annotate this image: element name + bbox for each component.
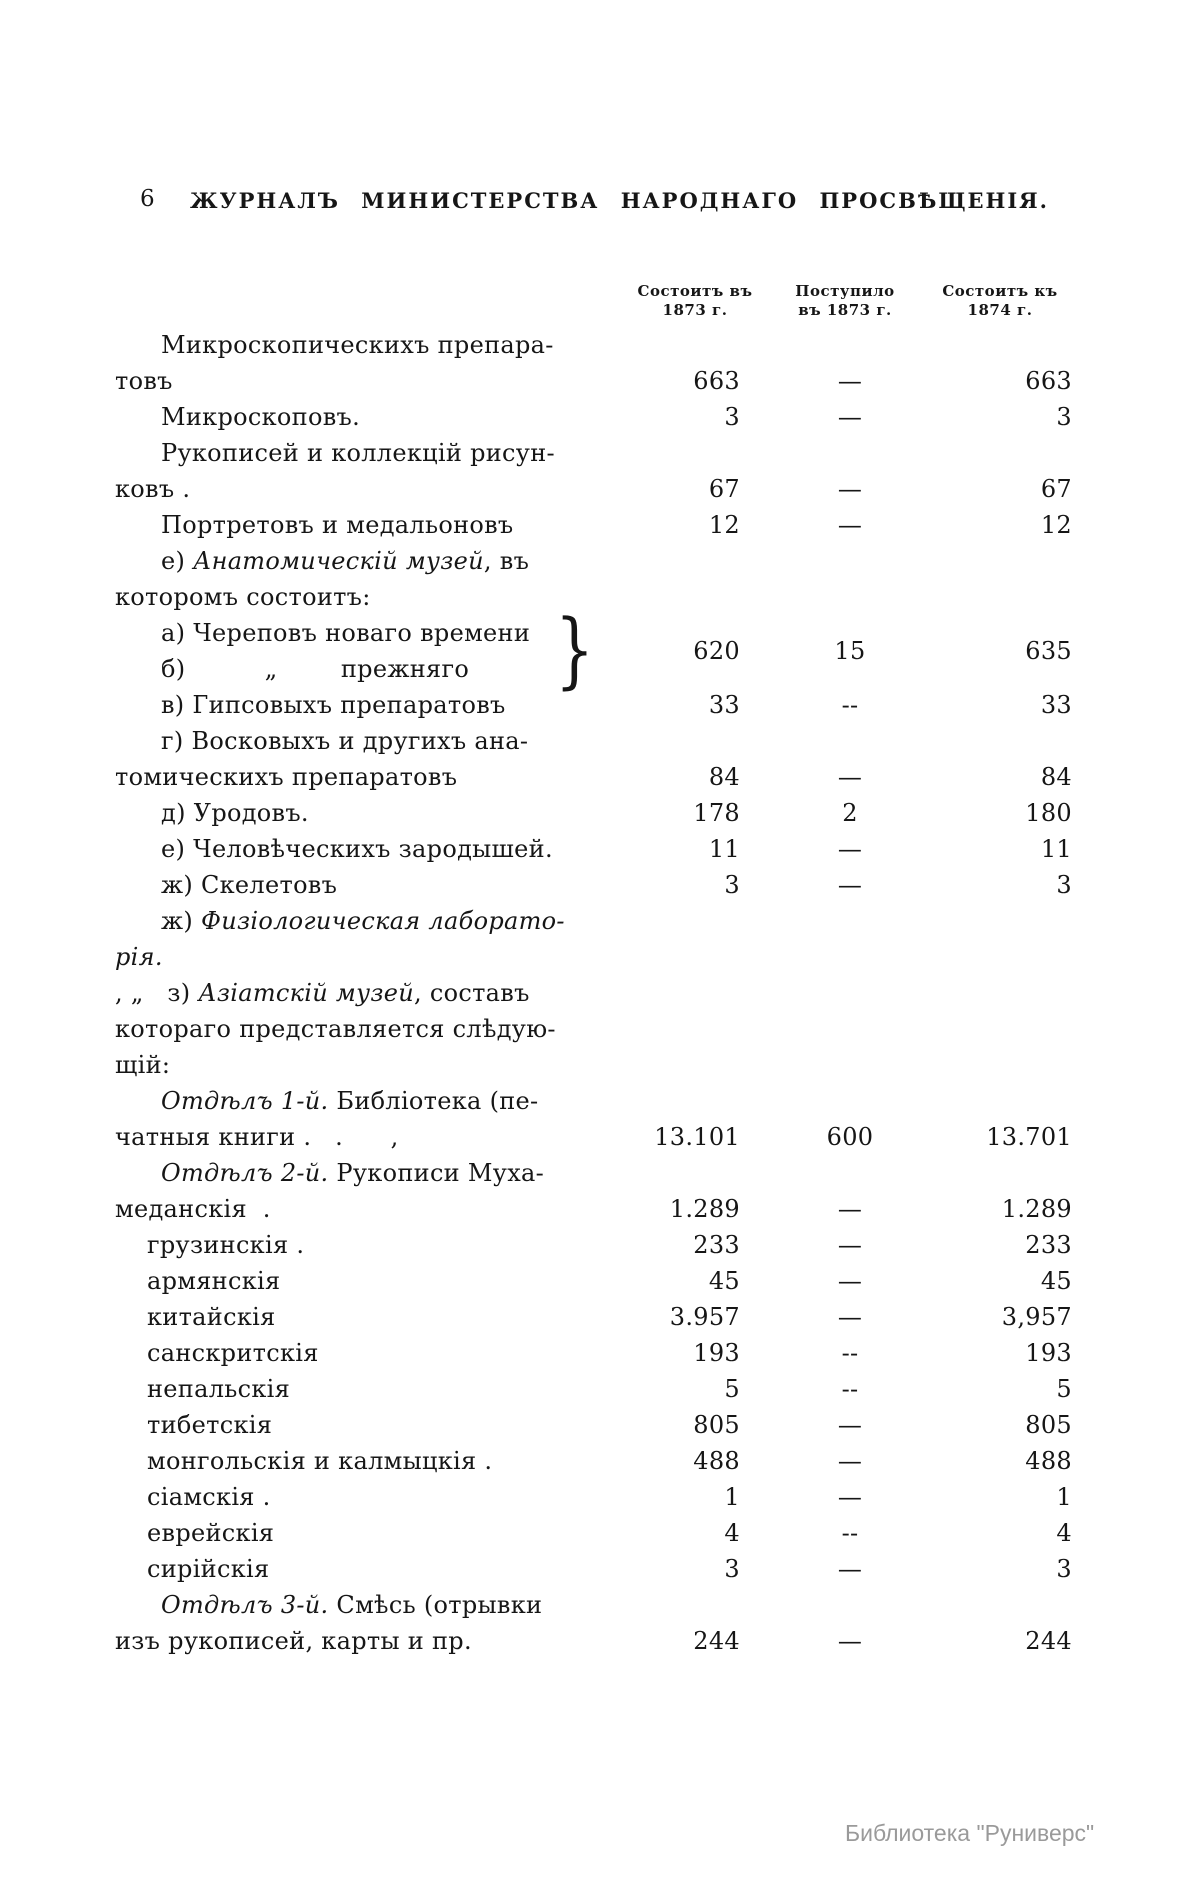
- column-header-1874-state: [925, 282, 1075, 320]
- label-segment: сіамскія .: [147, 1483, 271, 1511]
- col-1874-value: 5: [1056, 1375, 1072, 1403]
- row-label: [115, 1587, 605, 1623]
- col-received-value: [770, 1083, 930, 1119]
- curly-brace-glyph: }: [555, 603, 595, 698]
- label-segment: которомъ состоитъ:: [115, 583, 371, 611]
- column-header-line: 1874 г.: [967, 301, 1033, 319]
- table-row: [115, 435, 1077, 471]
- row-label: [115, 831, 605, 867]
- row-label: [115, 1299, 605, 1335]
- table-row: [115, 363, 1077, 399]
- label-segment: тибетскія: [147, 1411, 273, 1439]
- col-received-value: [770, 1047, 930, 1083]
- col-received-value: [770, 939, 930, 975]
- table-row: [115, 795, 1077, 831]
- row-label: [115, 543, 605, 579]
- col-1874-value: 1: [1056, 1483, 1072, 1511]
- label-segment: китайскія: [147, 1303, 276, 1331]
- col-1874-value: 4: [1056, 1519, 1072, 1547]
- col-received-value: 2: [842, 799, 858, 827]
- row-label: [115, 939, 605, 975]
- row-label: [115, 795, 605, 831]
- row-label: [115, 1011, 605, 1047]
- col-received-value: [770, 1587, 930, 1623]
- row-label: [115, 435, 605, 471]
- row-label: [115, 507, 605, 543]
- col-1873-value: 3: [724, 403, 740, 431]
- table-row: [115, 723, 1077, 759]
- row-label: [115, 1407, 605, 1443]
- row-label: [115, 1119, 605, 1155]
- col-1873-value: 1: [724, 1483, 740, 1511]
- col-received-value: —: [837, 403, 863, 431]
- table-row: [115, 1119, 1077, 1155]
- row-label: [115, 867, 605, 903]
- label-segment: сирійскія: [147, 1555, 270, 1583]
- label-italic-segment: Отдѣлъ 3-й.: [161, 1591, 329, 1619]
- col-1874-value: [930, 723, 1072, 759]
- column-header-line: Поступило: [795, 282, 895, 300]
- table-row: [115, 1407, 1077, 1443]
- col-received-value: —: [837, 1231, 863, 1259]
- col-1873-value: [605, 1083, 740, 1119]
- col-1874-value: 33: [1040, 691, 1072, 719]
- label-italic-segment: Отдѣлъ 2-й.: [161, 1159, 329, 1187]
- col-1874-value: 3: [1056, 403, 1072, 431]
- column-header-line: въ 1873 г.: [798, 301, 892, 319]
- label-segment: ковъ .: [115, 475, 191, 503]
- row-label: [115, 1479, 605, 1515]
- col-received-value: --: [841, 1375, 859, 1403]
- col-1873-value: 84: [708, 763, 740, 791]
- label-segment: в) Гипсовыхъ препаратовъ: [161, 691, 506, 719]
- column-header-1873-state: [625, 282, 765, 320]
- col-received-value: [770, 543, 930, 579]
- row-label: [115, 1371, 605, 1407]
- col-1874-value: 180: [1025, 799, 1072, 827]
- col-received-value: —: [837, 1555, 863, 1583]
- label-segment: г) Восковыхъ и другихъ ана-: [161, 727, 529, 755]
- col-1873-value: [605, 1047, 740, 1083]
- col-1873-value: 178: [693, 799, 740, 827]
- col-received-value: —: [837, 835, 863, 863]
- col-1874-value: 193: [1025, 1339, 1072, 1367]
- label-segment: , „ з): [115, 979, 199, 1007]
- label-italic-segment: Физіологическая лаборато-: [200, 907, 565, 935]
- col-received-value: —: [837, 1483, 863, 1511]
- row-label: [115, 471, 605, 507]
- col-received-value: [770, 579, 930, 615]
- label-segment: монгольскія и калмыцкія .: [147, 1447, 493, 1475]
- col-1874-value: 244: [1025, 1627, 1072, 1655]
- col-1873-value: 663: [693, 367, 740, 395]
- label-segment: Рукописи Муха-: [328, 1159, 545, 1187]
- label-segment: санскритскія: [147, 1339, 319, 1367]
- table-row-brace-group: [115, 603, 1077, 698]
- col-1873-value: 33: [708, 691, 740, 719]
- col-1874-value: [930, 1587, 1072, 1623]
- col-received-value: —: [837, 475, 863, 503]
- col-1874-value: 3: [1056, 1555, 1072, 1583]
- label-segment: , въ: [483, 547, 530, 575]
- col-1874-value: 1.289: [1001, 1195, 1072, 1223]
- col-1873-value: [605, 975, 740, 1011]
- col-1874-value: [930, 327, 1072, 363]
- col-1873-value: 805: [693, 1411, 740, 1439]
- col-1873-value: 233: [693, 1231, 740, 1259]
- row-label: [115, 1083, 605, 1119]
- col-received-value: —: [837, 1411, 863, 1439]
- col-1874-value: 663: [1025, 367, 1072, 395]
- row-label: [115, 1191, 605, 1227]
- col-1873-value: [605, 1155, 740, 1191]
- col-1873-value: 13.101: [654, 1123, 740, 1151]
- col-received-value: —: [837, 1627, 863, 1655]
- col-received-value: [770, 723, 930, 759]
- table-row: [115, 759, 1077, 795]
- row-label: [115, 363, 605, 399]
- column-header-line: Состоитъ въ: [637, 282, 753, 300]
- table-row: [115, 975, 1077, 1011]
- label-segment: Портретовъ и медальоновъ: [161, 511, 514, 539]
- col-1873-value: 3: [724, 871, 740, 899]
- col-1873-value: 1.289: [669, 1195, 740, 1223]
- table-row: [115, 1191, 1077, 1227]
- label-italic-segment: Отдѣлъ 1-й.: [161, 1087, 329, 1115]
- col-received-value: —: [837, 1267, 863, 1295]
- table-row: [115, 1479, 1077, 1515]
- col-received-value: [770, 903, 930, 939]
- table-body: [115, 327, 1077, 1659]
- column-header-line: Состоитъ къ: [942, 282, 1058, 300]
- page-number: 6: [140, 186, 155, 212]
- table-row: [115, 399, 1077, 435]
- row-label: [115, 1623, 605, 1659]
- row-label: [115, 687, 605, 723]
- row-label: [115, 1551, 605, 1587]
- label-segment: , составъ: [414, 979, 530, 1007]
- col-1874-value: 13.701: [986, 1123, 1072, 1151]
- label-italic-segment: Анатомическій музей: [193, 547, 484, 575]
- table-row: [115, 1011, 1077, 1047]
- label-segment: изъ рукописей, карты и пр.: [115, 1627, 472, 1655]
- col-1874-value: 67: [1040, 475, 1072, 503]
- label-segment: Микроскопическихъ препара-: [161, 331, 554, 359]
- label-italic-segment: Азіатскій музей: [198, 979, 414, 1007]
- col-received-value: —: [837, 1195, 863, 1223]
- label-segment: Микроскоповъ.: [161, 403, 361, 431]
- col-1874-value: [930, 543, 1072, 579]
- row-label: [115, 603, 605, 698]
- label-segment: меданскія .: [115, 1195, 271, 1223]
- col-received-value: 600: [826, 1123, 874, 1151]
- table-row: [115, 543, 1077, 579]
- col-1873-value: 193: [693, 1339, 740, 1367]
- column-header-received: [780, 282, 910, 320]
- table-row: [115, 327, 1077, 363]
- row-label: [115, 1335, 605, 1371]
- col-received-value: --: [841, 1519, 859, 1547]
- col-1874-value: 805: [1025, 1411, 1072, 1439]
- row-label: [115, 759, 605, 795]
- col-received-value: —: [837, 871, 863, 899]
- table-row: [115, 1371, 1077, 1407]
- table-row: [115, 1443, 1077, 1479]
- table-row: [115, 471, 1077, 507]
- row-label: [115, 723, 605, 759]
- col-1873-value: 3.957: [669, 1303, 740, 1331]
- table-row: [115, 507, 1077, 543]
- col-1873-value: 4: [724, 1519, 740, 1547]
- label-italic-segment: рія.: [115, 943, 163, 971]
- label-segment: ж): [161, 907, 201, 935]
- column-header-line: 1873 г.: [662, 301, 728, 319]
- col-1873-value: [605, 1587, 740, 1623]
- col-1873-value: 45: [708, 1267, 740, 1295]
- col-1874-value: [930, 435, 1072, 471]
- row-label: [115, 1227, 605, 1263]
- col-received-value: 15: [834, 637, 866, 665]
- row-label: [115, 327, 605, 363]
- row-label: [115, 1263, 605, 1299]
- table-row: [115, 903, 1077, 939]
- label-segment: е) Человѣческихъ зародышей.: [161, 835, 553, 863]
- col-1873-value: 244: [693, 1627, 740, 1655]
- table-row: [115, 1155, 1077, 1191]
- table-row: [115, 1335, 1077, 1371]
- col-1873-value: [605, 723, 740, 759]
- table-row: [115, 1551, 1077, 1587]
- label-segment: Смѣсь (отрывки: [328, 1591, 543, 1619]
- col-1874-value: [930, 1155, 1072, 1191]
- table-row: [115, 579, 1077, 615]
- brace-line-2: б) „ прежняго: [161, 655, 470, 683]
- label-segment: грузинскія .: [147, 1231, 305, 1259]
- col-1873-value: 67: [708, 475, 740, 503]
- col-1873-value: 3: [724, 1555, 740, 1583]
- label-segment: товъ: [115, 367, 173, 395]
- label-segment: е): [161, 547, 194, 575]
- col-received-value: --: [841, 691, 859, 719]
- table-row: [115, 1623, 1077, 1659]
- table-row: [115, 831, 1077, 867]
- col-1874-value: 488: [1025, 1447, 1072, 1475]
- label-segment: армянскія: [147, 1267, 281, 1295]
- col-1874-value: [930, 903, 1072, 939]
- col-received-value: —: [837, 367, 863, 395]
- table-row: [115, 1263, 1077, 1299]
- col-received-value: —: [837, 511, 863, 539]
- col-1874-value: [930, 939, 1072, 975]
- col-1873-value: 12: [708, 511, 740, 539]
- col-received-value: [770, 1011, 930, 1047]
- col-received-value: —: [837, 1447, 863, 1475]
- col-1873-value: [605, 579, 740, 615]
- col-1873-value: [605, 435, 740, 471]
- row-label: [115, 1515, 605, 1551]
- col-received-value: [770, 975, 930, 1011]
- col-1873-value: [605, 1011, 740, 1047]
- col-1874-value: [930, 975, 1072, 1011]
- label-segment: еврейскія: [147, 1519, 275, 1547]
- col-1874-value: 233: [1025, 1231, 1072, 1259]
- col-1873-value: [605, 327, 740, 363]
- col-1874-value: 45: [1040, 1267, 1072, 1295]
- label-segment: Библіотека (пе-: [328, 1087, 539, 1115]
- col-1874-value: [930, 1011, 1072, 1047]
- table-row: [115, 939, 1077, 975]
- row-label: [115, 1155, 605, 1191]
- row-label: [115, 1443, 605, 1479]
- label-segment: томическихъ препаратовъ: [115, 763, 458, 791]
- col-1874-value: [930, 1047, 1072, 1083]
- table-row: [115, 687, 1077, 723]
- label-segment: котораго представляется слѣдую-: [115, 1015, 556, 1043]
- label-segment: д) Уродовъ.: [161, 799, 309, 827]
- row-label: [115, 975, 605, 1011]
- col-received-value: --: [841, 1339, 859, 1367]
- col-1873-value: 5: [724, 1375, 740, 1403]
- col-1874-value: [930, 1083, 1072, 1119]
- col-1873-value: 488: [693, 1447, 740, 1475]
- row-label: [115, 1047, 605, 1083]
- col-received-value: [770, 435, 930, 471]
- running-title: ЖУРНАЛЪ МИНИСТЕРСТВА НАРОДНАГО ПРОСВѢЩЕНІЯ.: [190, 188, 1049, 213]
- brace-line-1: а) Череповъ новаго времени: [161, 619, 531, 647]
- table-row: [115, 867, 1077, 903]
- col-received-value: —: [837, 1303, 863, 1331]
- col-1874-value: [930, 579, 1072, 615]
- col-received-value: [770, 327, 930, 363]
- table-row: [115, 1587, 1077, 1623]
- label-segment: Рукописей и коллекцій рисун-: [161, 439, 555, 467]
- col-1874-value: 3: [1056, 871, 1072, 899]
- col-received-value: —: [837, 763, 863, 791]
- table-row: [115, 1227, 1077, 1263]
- label-segment: ж) Скелетовъ: [161, 871, 338, 899]
- col-1873-value: [605, 543, 740, 579]
- label-segment: чатныя книги . . ,: [115, 1123, 399, 1151]
- watermark: Библиотека "Руниверс": [845, 1820, 1095, 1846]
- col-1873-value: 620: [693, 637, 740, 665]
- row-label: [115, 903, 605, 939]
- col-1874-value: 12: [1040, 511, 1072, 539]
- col-1873-value: [605, 939, 740, 975]
- table-row: [115, 1047, 1077, 1083]
- col-received-value: [770, 1155, 930, 1191]
- col-1873-value: [605, 903, 740, 939]
- col-1874-value: 84: [1040, 763, 1072, 791]
- col-1874-value: 635: [1025, 637, 1072, 665]
- label-segment: щій:: [115, 1051, 171, 1079]
- label-segment: непальскія: [147, 1375, 291, 1403]
- table-row: [115, 1083, 1077, 1119]
- col-1874-value: 11: [1040, 835, 1072, 863]
- table-row: [115, 1515, 1077, 1551]
- row-label: [115, 579, 605, 615]
- row-label: [115, 399, 605, 435]
- col-1874-value: 3,957: [1001, 1303, 1072, 1331]
- table-row: [115, 1299, 1077, 1335]
- col-1873-value: 11: [708, 835, 740, 863]
